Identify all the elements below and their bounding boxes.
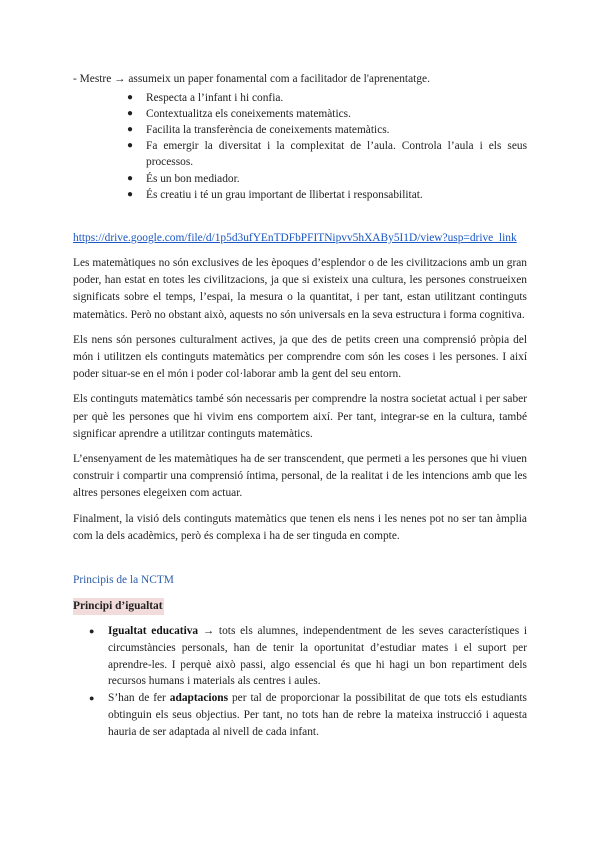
list-item: ● Contextualitza els coneixements matemàtics. bbox=[73, 106, 527, 122]
list-item: ● És creatiu i té un grau important de llibertat i responsabilitat. bbox=[73, 187, 527, 203]
drive-link[interactable]: https://drive.google.com/file/d/1p5d3ufYEnTDFbPFITNipvv5hXABy5I1D/view?usp=drive_link bbox=[73, 231, 517, 244]
bullet-icon: ● bbox=[89, 625, 95, 636]
section-title: Principis de la NCTM bbox=[73, 573, 174, 586]
principle-list bbox=[73, 623, 527, 741]
bullet-icon: ● bbox=[127, 91, 134, 103]
list-item: ● Igualtat educativa → tots els alumnes, independentment de les seves característiques i circumstàncies personals, han de tenir la oportunitat d’estudiar mates i el suport per aprendre-les. I perquè això passi, algo essencial és que hi hagi un bon repartiment dels recursos humans i materials als centres i aules. bbox=[89, 624, 527, 688]
bullet-icon: ● bbox=[89, 693, 95, 704]
principle-heading: Principi d’igualtat bbox=[73, 598, 164, 615]
paragraph: Els nens són persones culturalment actives, ja que des de petits creen una comprensió pròpia del món i utilitzen els continguts matemàtics per comprendre com són les coses i les persones. I així poder situar-se en el món i poder col·laborar amb la gent del seu entorn. bbox=[73, 333, 527, 381]
bold-term: adaptacions bbox=[169, 692, 229, 705]
paragraph: Les matemàtiques no són exclusives de les èpoques d’esplendor o de les civilitzacions amb un gran poder, han estat en totes les civilitzacions, ja que si existeix una cultura, les persones construeixen significats sobre el temps, l’espai, la mesura o la quantitat, i per tant, estan utilitzant continguts matemàtics. Però no obstant això, aquests no són universals en la seva estructura i forma cognitiva. bbox=[73, 256, 527, 321]
bullet-icon: ● bbox=[127, 107, 134, 119]
list-item: ● Respecta a l’infant i hi confia. bbox=[73, 90, 527, 106]
document-page bbox=[73, 71, 527, 741]
paragraph: Els continguts matemàtics també són necessaris per comprendre la nostra societat actual i per saber per què les persones que hi vivim ens comportem així. Per tant, integrar-se en la cultura, també significar aprendre a utilitzar continguts matemàtics. bbox=[73, 393, 527, 440]
list-item: ● Facilita la transferència de coneixements matemàtics. bbox=[73, 122, 527, 138]
bullet-icon: ● bbox=[127, 123, 134, 135]
list-item: ● Fa emergir la diversitat i la complexitat de l’aula. Controla l’aula i els seus processos. bbox=[127, 140, 527, 169]
teacher-role-list bbox=[73, 90, 527, 203]
bullet-icon: ● bbox=[127, 188, 134, 200]
list-item: ● S’han de fer adaptacions per tal de proporcionar la possibilitat de que tots els estudiants obtinguin els seus objectius. Per tant, no tots han de rebre la mateixa instrucció i aquesta hauria de ser adaptada al nivell de cada infant. bbox=[89, 692, 527, 738]
intro-line: - Mestre → assumeix un paper fonamental com a facilitador de l'aprenentatge. bbox=[73, 73, 430, 85]
list-item: ● És un bon mediador. bbox=[73, 171, 527, 187]
bullet-icon: ● bbox=[127, 172, 134, 184]
paragraph: L’ensenyament de les matemàtiques ha de ser transcendent, que permeti a les persones que hi viuen construir i compartir una comprensió íntima, personal, de la realitat i de les intencions amb que les altres persones elegeixen com actuar. bbox=[73, 452, 527, 500]
bullet-icon: ● bbox=[127, 140, 134, 152]
bold-term: Igualtat educativa bbox=[108, 624, 199, 637]
paragraph: Finalment, la visió dels continguts matemàtics que tenen els nens i les nenes pot no ser tan àmplia com la dels acadèmics, però és complexa i ha de ser tinguda en compte. bbox=[73, 512, 527, 542]
